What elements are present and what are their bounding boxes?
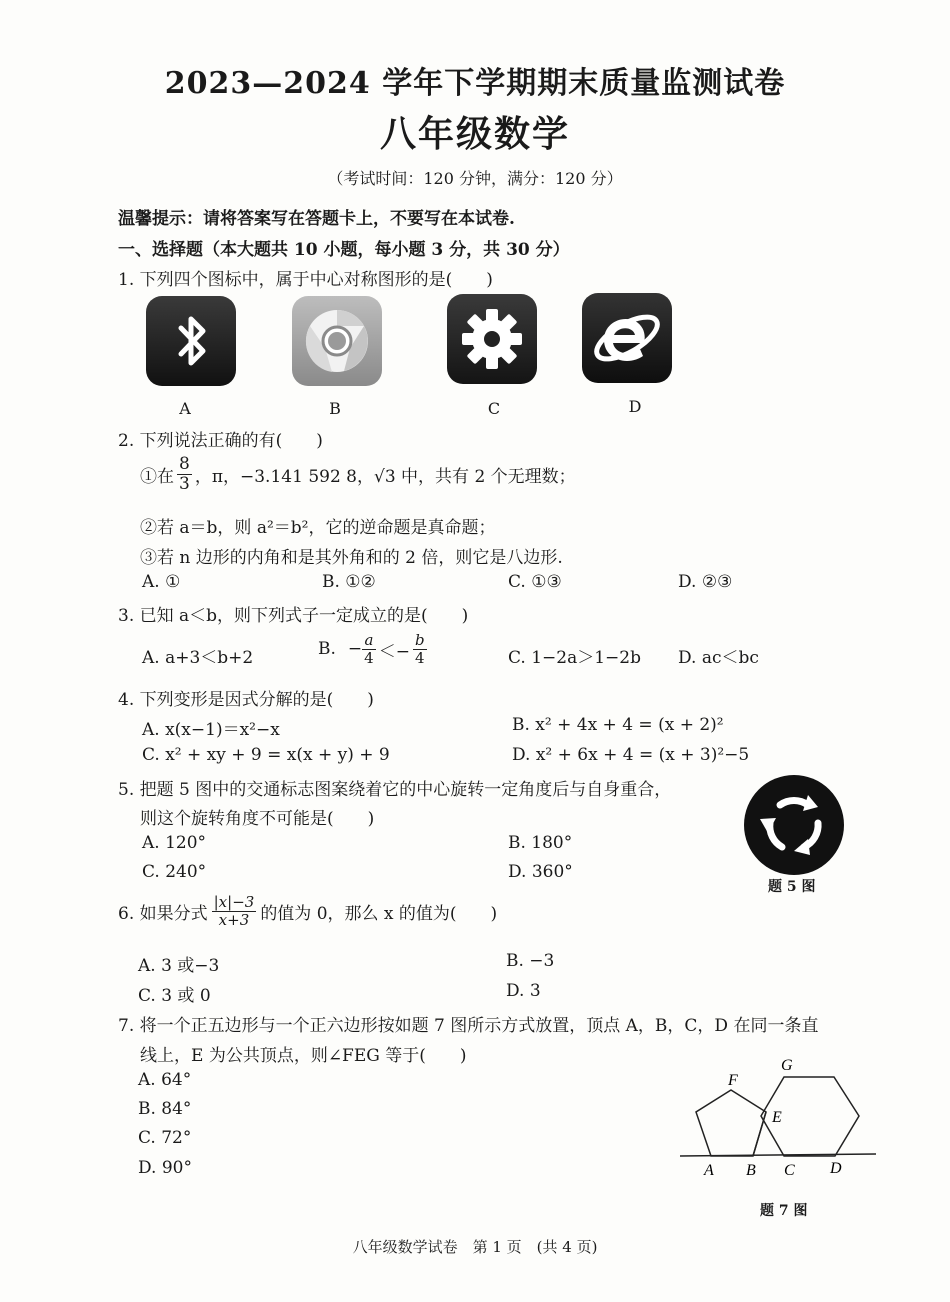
- q2-statement-1: [140, 455, 576, 493]
- q5-stem-line2: 则这个旋转角度不可能是( ): [140, 809, 375, 829]
- page-footer: 八年级数学试卷 第 1 页 (共 4 页): [352, 1238, 598, 1256]
- q6-option-b: B. −3: [506, 951, 555, 971]
- q7-option-a: A. 64°: [138, 1070, 192, 1090]
- q2-option-a: A. ①: [142, 572, 181, 592]
- q2-option-d: D. ②③: [678, 572, 733, 592]
- q7-figure-caption: 题 7 图: [760, 1203, 808, 1219]
- q1-label-c: C: [487, 399, 501, 418]
- q6-stem-prefix: 6. 如果分式: [118, 903, 208, 924]
- frac-denominator: 4: [364, 648, 374, 667]
- frac-numerator: b: [414, 631, 425, 649]
- gear-icon: [447, 294, 537, 384]
- q7-option-c: C. 72°: [138, 1128, 192, 1148]
- label-d: D: [830, 1160, 842, 1177]
- q7-option-d: D. 90°: [138, 1158, 192, 1178]
- exam-title: 2023—2024 学年下学期期末质量监测试卷: [164, 66, 786, 101]
- frac-denominator: 3: [179, 473, 190, 494]
- q1-label-b: B: [329, 399, 341, 418]
- ie-icon: [582, 293, 672, 383]
- q2-statement-3: ③若 n 边形的内角和是其外角和的 2 倍，则它是八边形.: [140, 548, 563, 568]
- subject-title: 八年级数学: [379, 113, 570, 155]
- q6-option-c: C. 3 或 0: [138, 986, 211, 1006]
- q4-option-b: B. x² + 4x + 4 = (x + 2)²: [512, 715, 724, 735]
- q5-option-d: D. 360°: [508, 862, 573, 882]
- q3-option-c: C. 1−2a＞1−2b: [508, 648, 641, 668]
- fraction-b-4: [413, 632, 427, 666]
- bluetooth-icon: [146, 296, 236, 386]
- roundabout-sign-figure: [742, 773, 846, 877]
- q2-option-b: B. ①②: [322, 572, 376, 592]
- label-c: C: [784, 1162, 795, 1179]
- q4-option-c: C. x² + xy + 9 = x(x + y) + 9: [142, 745, 390, 765]
- q3-option-d: D. ac＜bc: [678, 648, 759, 668]
- chrome-icon: [292, 296, 382, 386]
- q6-stem: [118, 894, 497, 928]
- frac-numerator: 8: [179, 454, 190, 474]
- q4-stem: 4. 下列变形是因式分解的是( ): [118, 690, 374, 710]
- label-f: F: [728, 1072, 738, 1089]
- frac-numerator: |x|−3: [213, 893, 255, 911]
- q1-label-a: A: [179, 399, 191, 418]
- q3-option-a: A. a+3＜b+2: [142, 648, 254, 668]
- q6-option-a: A. 3 或−3: [138, 956, 220, 976]
- q5-option-b: B. 180°: [508, 833, 573, 853]
- notice: 温馨提示：请将答案写在答题卡上，不要写在本试卷.: [118, 209, 515, 229]
- q2-option-c: C. ①③: [508, 572, 562, 592]
- q7-stem-line1: 7. 将一个正五边形与一个正六边形按如题 7 图所示方式放置，顶点 A，B，C，D 在同一条直: [118, 1016, 819, 1036]
- label-a: A: [704, 1162, 714, 1179]
- q3-option-b: B. − $\frac{a}{4}$ ＜− $\frac{b}{4}$: [318, 631, 425, 667]
- q1-stem: 1. 下列四个图标中，属于中心对称图形的是( ): [118, 270, 493, 290]
- q3-stem: 3. 已知 a＜b，则下列式子一定成立的是( ): [118, 606, 469, 626]
- q2-s1-prefix: ①在: [140, 466, 174, 487]
- frac-denominator: 4: [414, 648, 425, 667]
- fraction-a-4: [362, 632, 376, 666]
- q4-option-d: D. x² + 6x + 4 = (x + 3)²−5: [512, 745, 750, 765]
- q3-option-b-label: B.: [318, 639, 336, 659]
- frac-denominator: x+3: [218, 910, 250, 929]
- q2-s1-rest: ，π，−3.141 592 8，√3 中，共有 2 个无理数；: [194, 466, 576, 487]
- section-heading: 一、选择题（本大题共 10 小题，每小题 3 分，共 30 分）: [118, 240, 570, 260]
- pentagon-hexagon-figure: [676, 1050, 886, 1185]
- q5-option-a: A. 120°: [142, 833, 207, 853]
- q4-option-a: A. x(x−1)＝x²−x: [142, 720, 280, 740]
- q2-statement-2: ②若 a＝b，则 a²＝b²，它的逆命题是真命题；: [140, 518, 496, 538]
- q2-stem: 2. 下列说法正确的有( ): [118, 431, 323, 451]
- q6-option-d: D. 3: [506, 981, 541, 1001]
- fraction-8-3: [177, 455, 192, 493]
- exam-info: （考试时间：120 分钟，满分：120 分）: [327, 169, 623, 188]
- q1-label-d: D: [628, 397, 642, 416]
- q6-fraction: [212, 894, 257, 928]
- q5-option-c: C. 240°: [142, 862, 207, 882]
- label-e: E: [772, 1109, 782, 1126]
- label-g: G: [781, 1057, 793, 1074]
- q6-stem-suffix: 的值为 0，那么 x 的值为( ): [260, 903, 498, 924]
- q5-stem-line1: 5. 把题 5 图中的交通标志图案绕着它的中心旋转一定角度后与自身重合，: [118, 780, 672, 800]
- q5-figure-caption: 题 5 图: [768, 879, 816, 895]
- q7-stem-line2: 线上，E 为公共顶点，则∠FEG 等于( ): [140, 1046, 467, 1066]
- frac-numerator: a: [362, 632, 376, 650]
- q7-option-b: B. 84°: [138, 1099, 192, 1119]
- label-b: B: [746, 1162, 756, 1179]
